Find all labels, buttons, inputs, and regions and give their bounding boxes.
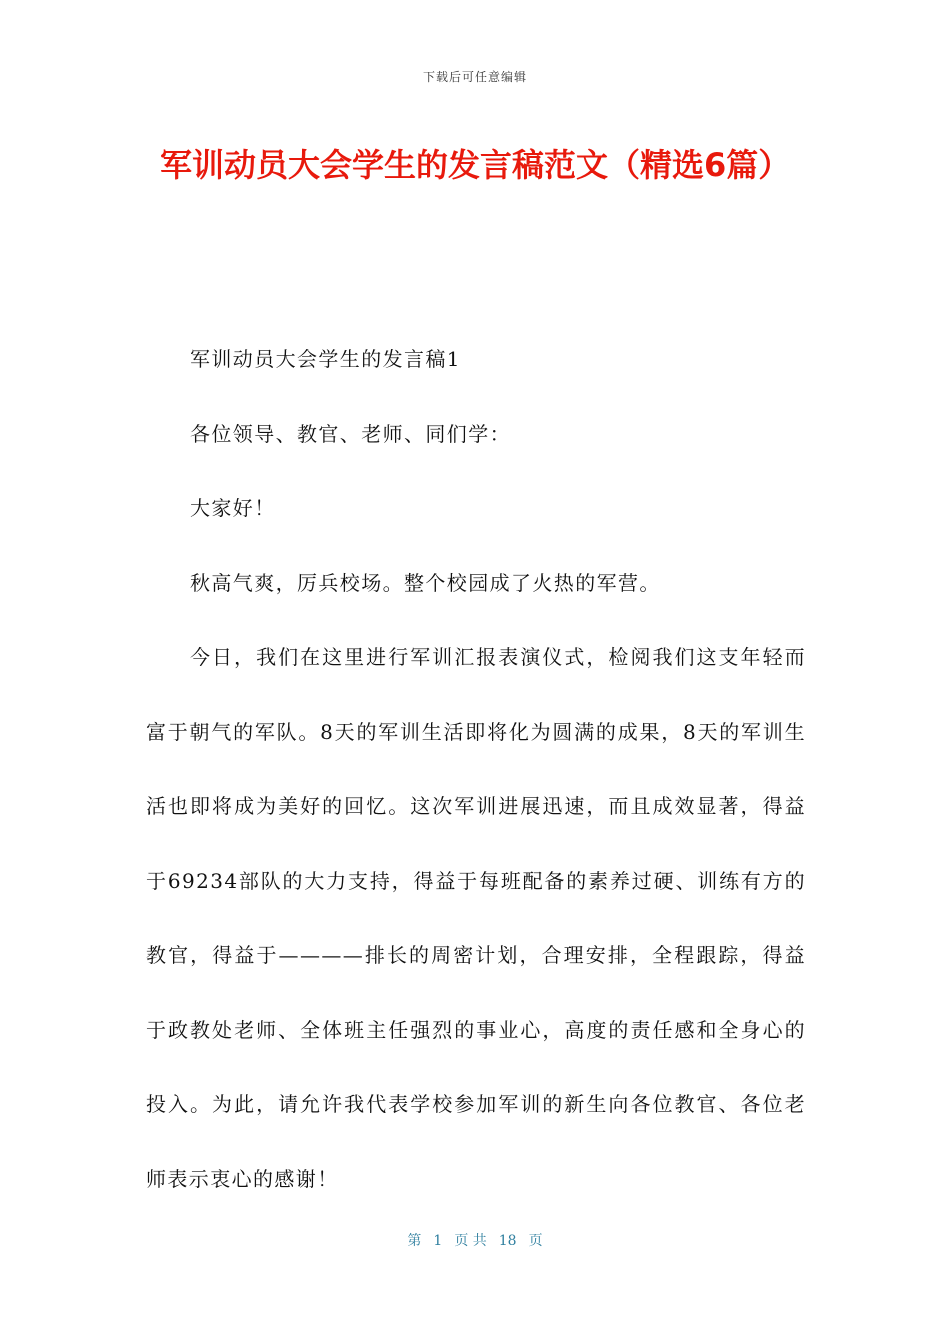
paragraph-heading: 军训动员大会学生的发言稿1: [190, 347, 461, 371]
paragraph-opening: 秋高气爽，厉兵校场。整个校园成了火热的军营。: [190, 570, 661, 595]
footer-suffix: 页: [528, 1233, 543, 1249]
page-title: 军训动员大会学生的发言稿范文（精选6篇）: [160, 146, 791, 184]
header-note: 下载后可任意编辑: [422, 70, 527, 84]
paragraph-salutation: 各位领导、教官、老师、同们学：: [190, 421, 511, 446]
paragraph-greeting: 大家好！: [190, 496, 276, 520]
footer-mid: 页 共: [454, 1233, 487, 1249]
footer-total-pages: 18: [498, 1233, 517, 1249]
footer-current-page: 1: [433, 1233, 443, 1249]
page-footer: [0, 1230, 950, 1250]
document-body: [146, 322, 806, 1216]
paragraph-main: 今日，我们在这里进行军训汇报表演仪式，检阅我们这支年轻而富于朝气的军队。8天的军训生活即将化为圆满的成果，8天的军训生活也即将成为美好的回忆。这次军训进展迅速，而且成效显著，得益于69234部队的大力支持，得益于每班配备的素养过硬、训练有方的教官，得益于————排长的周密计划，合理安排，全程跟踪，得益于政教处老师、全体班主任强烈的事业心，高度的责任感和全身心的投入。为此，请允许我代表学校参加军训的新生向各位教官、各位老师表示衷心的感谢！: [146, 645, 806, 1191]
footer-prefix: 第: [407, 1233, 422, 1249]
